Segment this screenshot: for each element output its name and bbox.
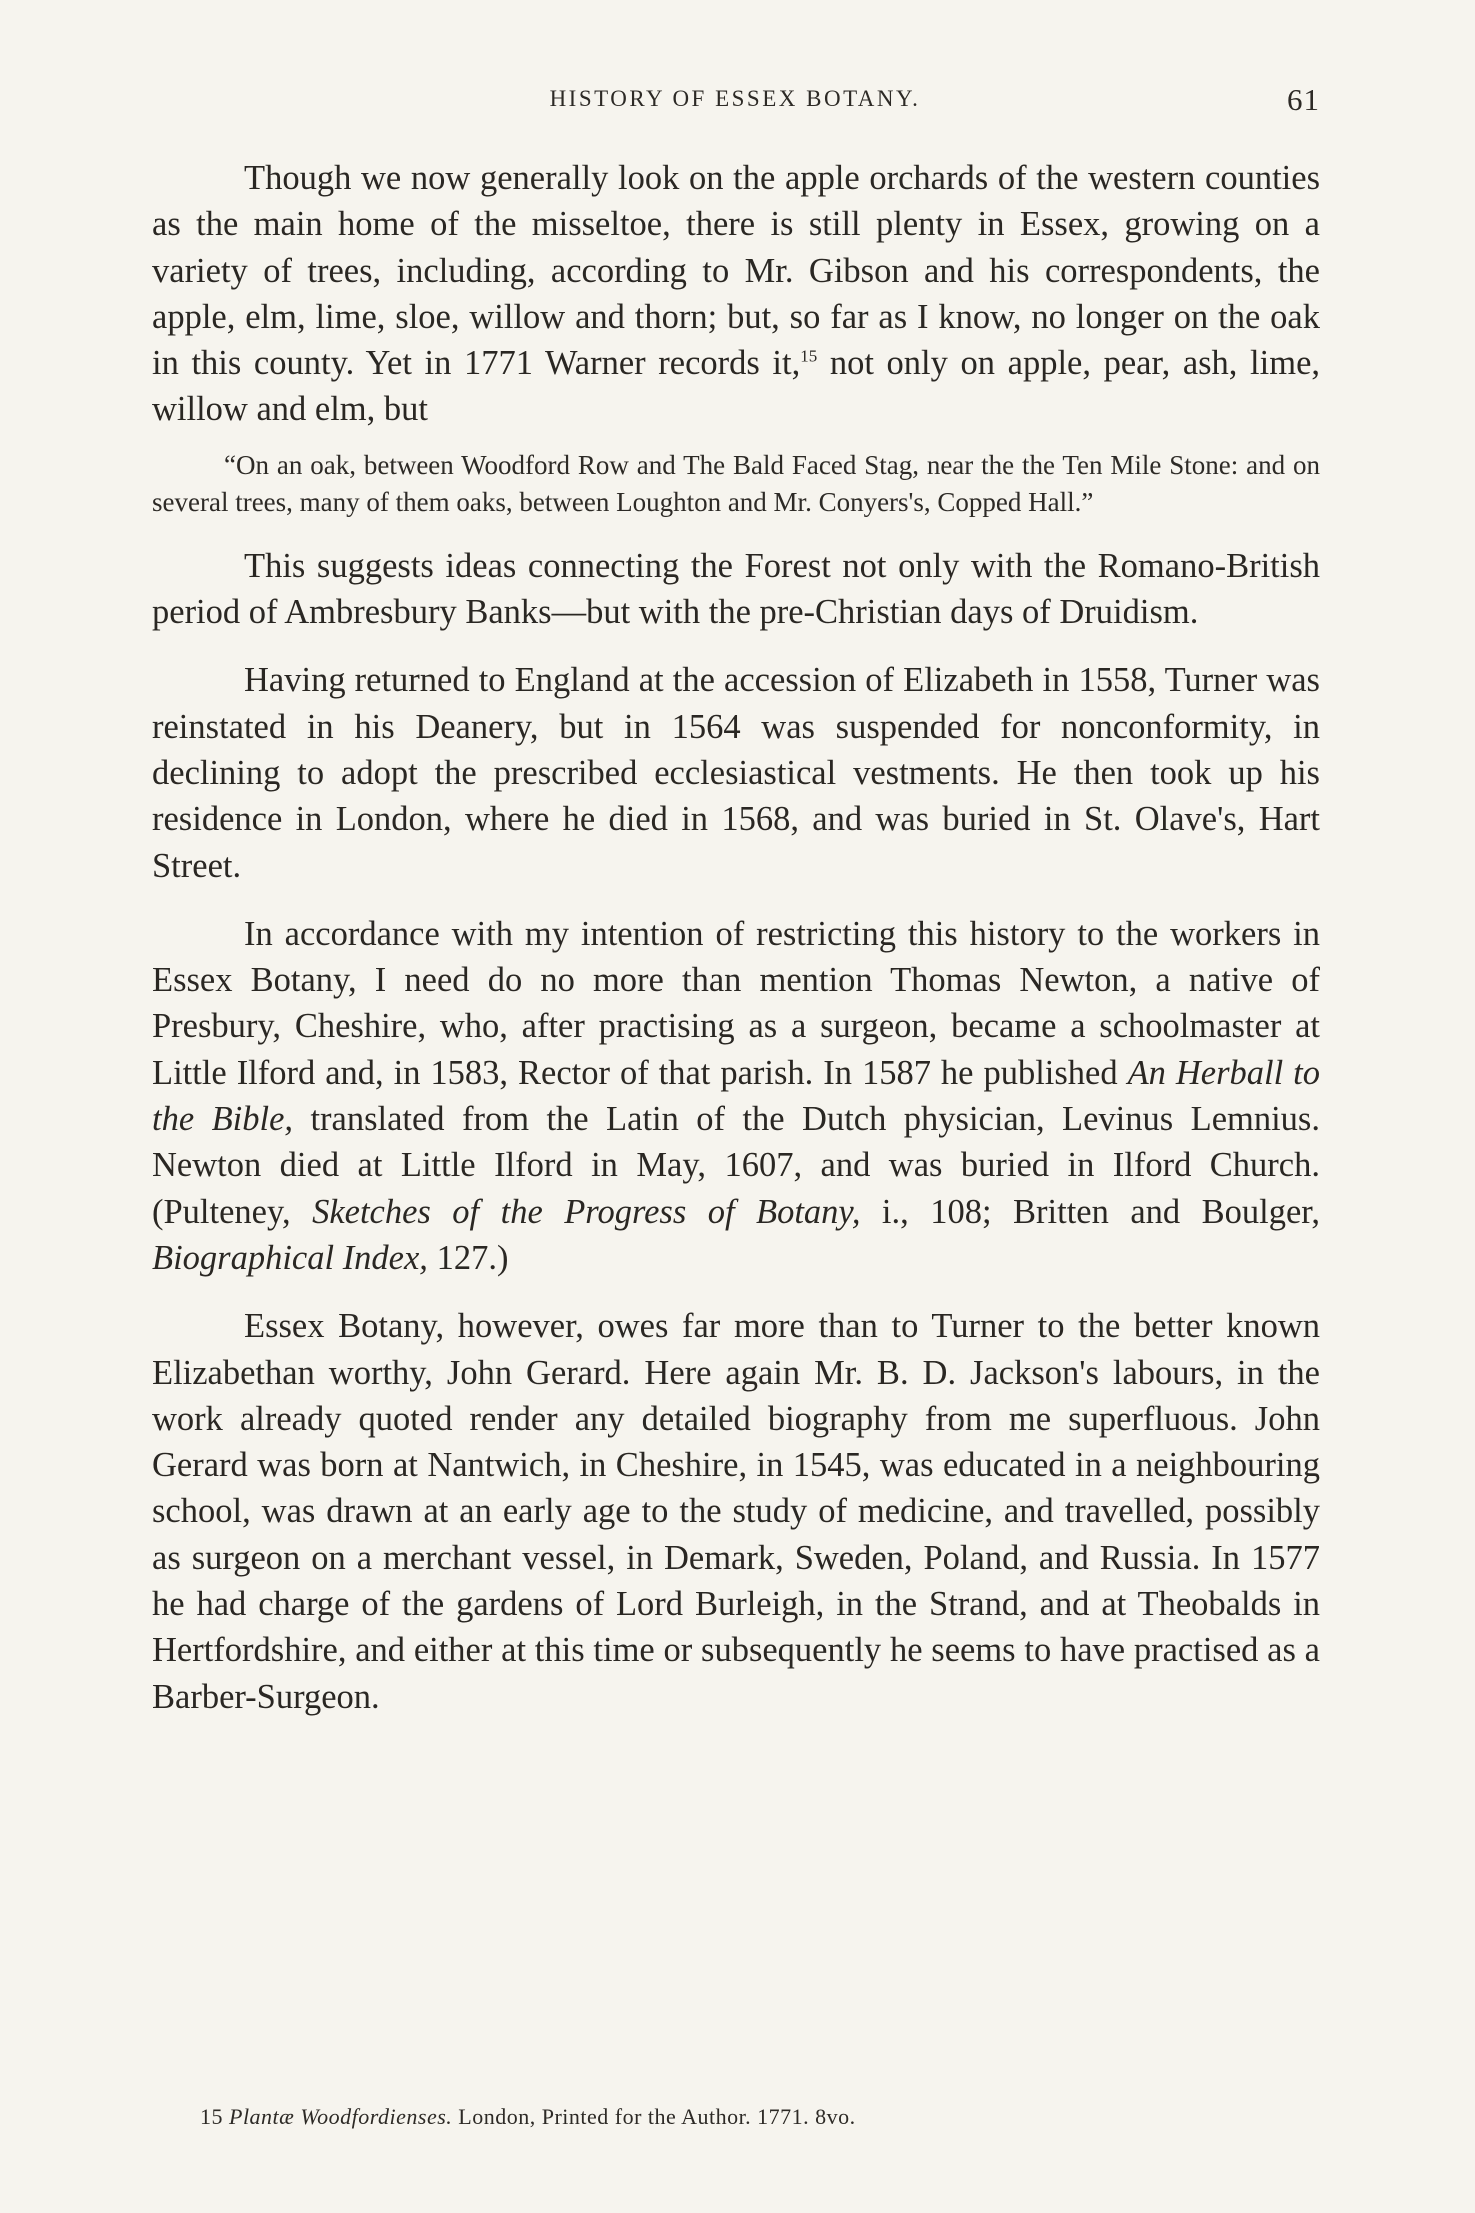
running-title: HISTORY OF ESSEX BOTANY.: [549, 86, 921, 111]
paragraph-text: In accordance with my intention of restricting this history to the workers in Essex Botany, I need do no more than mention Thomas Newton, a native of Presbury, Cheshire, who, after practising as a surgeon, became a schoolmaster at Little Ilford and, in 1583, Rector of that parish. In 1587 he published: [152, 914, 1320, 1092]
text-column: [152, 155, 1320, 1720]
footnote: [200, 2104, 1300, 2130]
paragraph-text: i., 108; Britten and Boulger,: [860, 1192, 1320, 1231]
paragraph-text: translated from the Latin of the Dutch physician, Levinus Lemnius. Newton died at Little Ilford in May, 1607, and was buried in Ilford Church. (Pulteney,: [152, 1100, 1320, 1231]
book-title: Sketches of the Progress of Botany,: [312, 1192, 861, 1231]
paragraph-turner: Having returned to England at the accession of Elizabeth in 1558, Turner was reinstated in his Deanery, but in 1564 was suspended for nonconformity, in declining to adopt the prescribed ecclesiastical vestments. He then took up his residence in London, where he died in 1568, and was buried in St. Olave's, Hart Street.: [152, 661, 1320, 885]
paragraph-text: Though we now generally look on the apple orchards of the western counties as the main home of the misseltoe, there is still plenty in Essex, growing on a variety of trees, including, according to Mr. Gibson and his correspondents, the apple, elm, lime, sloe, willow and thorn; but, so far as I know, no longer on the oak in this county. Yet in 1771 Warner records it,: [152, 159, 1320, 383]
book-title: Biographical Index,: [152, 1238, 428, 1277]
book-title: An Herball to the Bible,: [152, 1053, 1320, 1139]
paragraph-text: 127.): [427, 1238, 509, 1277]
footnote-reference: 15: [800, 346, 818, 366]
footnote-title: Plantæ Woodfordienses.: [229, 2104, 453, 2129]
paragraph-text: not only on apple, pear, ash, lime, willow and elm, but: [152, 344, 1321, 429]
paragraph-gerard: Essex Botany, however, owes far more than to Turner to the better known Elizabethan worthy, John Gerard. Here again Mr. B. D. Jackson's labours, in the work already quoted render any detailed biography from me superfluous. John Gerard was born at Nantwich, in Cheshire, in 1545, was educated in a neighbouring school, was drawn at an early age to the study of medicine, and travelled, possibly as surgeon on a merchant vessel, in Demark, Sweden, Poland, and Russia. In 1577 he had charge of the gardens of Lord Burleigh, in the Strand, and at Theobalds in Hertfordshire, and either at this time or subsequently he seems to have practised as a Barber-Surgeon.: [152, 1307, 1320, 1716]
footnote-number: 15: [200, 2104, 223, 2129]
running-head: [150, 82, 1320, 122]
paragraph-druidism: This suggests ideas connecting the Forest not only with the Romano-British period of Ambresbury Banks—but with the pre-Christian days of Druidism.: [152, 546, 1320, 632]
page-number: 61: [1287, 82, 1320, 117]
paragraph-newton: [152, 911, 1320, 1281]
paragraph-misseltoe: [152, 155, 1320, 433]
block-quote: “On an oak, between Woodford Row and The Bald Faced Stag, near the the Ten Mile Stone: and on several trees, many of them oaks, between Loughton and Mr. Conyers's, Copped Hall.”: [152, 449, 1320, 517]
footnote-text: London, Printed for the Author. 1771. 8vo.: [458, 2104, 856, 2129]
